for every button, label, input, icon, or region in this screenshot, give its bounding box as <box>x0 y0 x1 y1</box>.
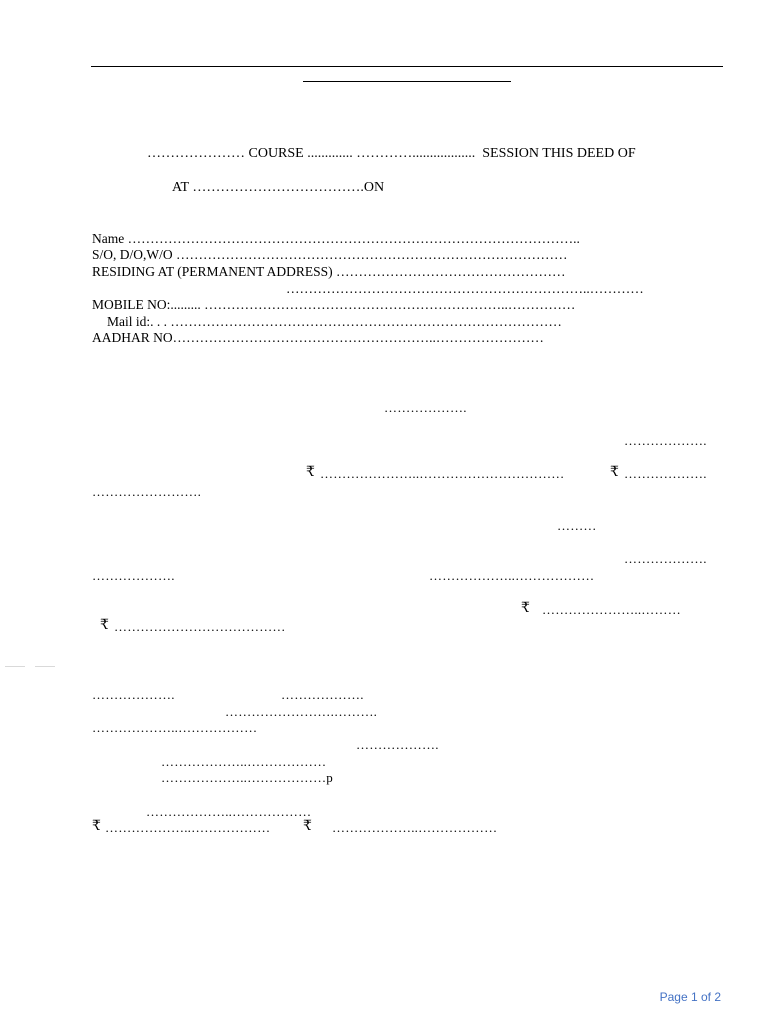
blank-2: ………………. <box>624 433 707 448</box>
aadhar-field: AADHAR NO…………………………………………………..…………………… <box>92 330 544 345</box>
blank-10: …………………..……… <box>542 602 681 617</box>
blank-6: ……… <box>557 518 597 533</box>
address-continuation: …………………………………………………………..………… <box>286 281 644 296</box>
blank-4: ………………. <box>624 466 707 481</box>
relation-field: S/O, D/O,W/O …………………………………………………………………………… <box>92 247 568 262</box>
rupee-symbol-6: ₹ <box>303 819 312 834</box>
margin-mark-2 <box>35 666 55 667</box>
blank-15: ………………..……………… <box>92 720 258 735</box>
blank-13: ………………. <box>281 687 364 702</box>
blank-12: ………………. <box>92 687 175 702</box>
name-field: Name ……………………………………………………………………………………….. <box>92 231 580 246</box>
blank-17: ………………..……………… <box>161 754 327 769</box>
blank-19: ………………..……………… <box>146 804 312 819</box>
at-on-line: AT ……………………………….ON <box>172 180 385 195</box>
rupee-symbol-1: ₹ <box>306 465 315 480</box>
blank-1: ………………. <box>384 400 467 415</box>
blank-7: ………………. <box>624 551 707 566</box>
address-field: RESIDING AT (PERMANENT ADDRESS) …………………………………………… <box>92 264 566 279</box>
rupee-symbol-3: ₹ <box>521 601 530 616</box>
blank-11: ………………………………… <box>114 619 286 634</box>
mobile-field: MOBILE NO:......... …………………………………………………………..…………… <box>92 297 576 312</box>
blank-20: ………………..……………… <box>105 820 271 835</box>
course-session-line: ………………… COURSE ............. ………….................. SESSION THIS DEED OF <box>147 146 636 161</box>
rupee-symbol-4: ₹ <box>100 618 109 633</box>
blank-5: ……………………. <box>92 484 202 499</box>
mail-field: Mail id:. . . …………………………………………………………………………… <box>107 314 562 329</box>
blank-8: ………………. <box>92 568 175 583</box>
blank-14: …………………….………. <box>225 704 378 719</box>
rupee-symbol-2: ₹ <box>610 465 619 480</box>
blank-21: ………………..……………… <box>332 820 498 835</box>
rupee-symbol-5: ₹ <box>92 819 101 834</box>
title-underline <box>303 81 511 82</box>
blank-18: ………………..………………p <box>161 770 333 785</box>
blank-3: …………………..…………………………… <box>320 466 565 481</box>
page-indicator: Page 1 of 2 <box>659 990 721 1004</box>
blank-9: ………………..……………… <box>429 568 595 583</box>
blank-16: ………………. <box>356 737 439 752</box>
top-rule <box>91 66 723 67</box>
margin-mark-1 <box>5 666 25 667</box>
